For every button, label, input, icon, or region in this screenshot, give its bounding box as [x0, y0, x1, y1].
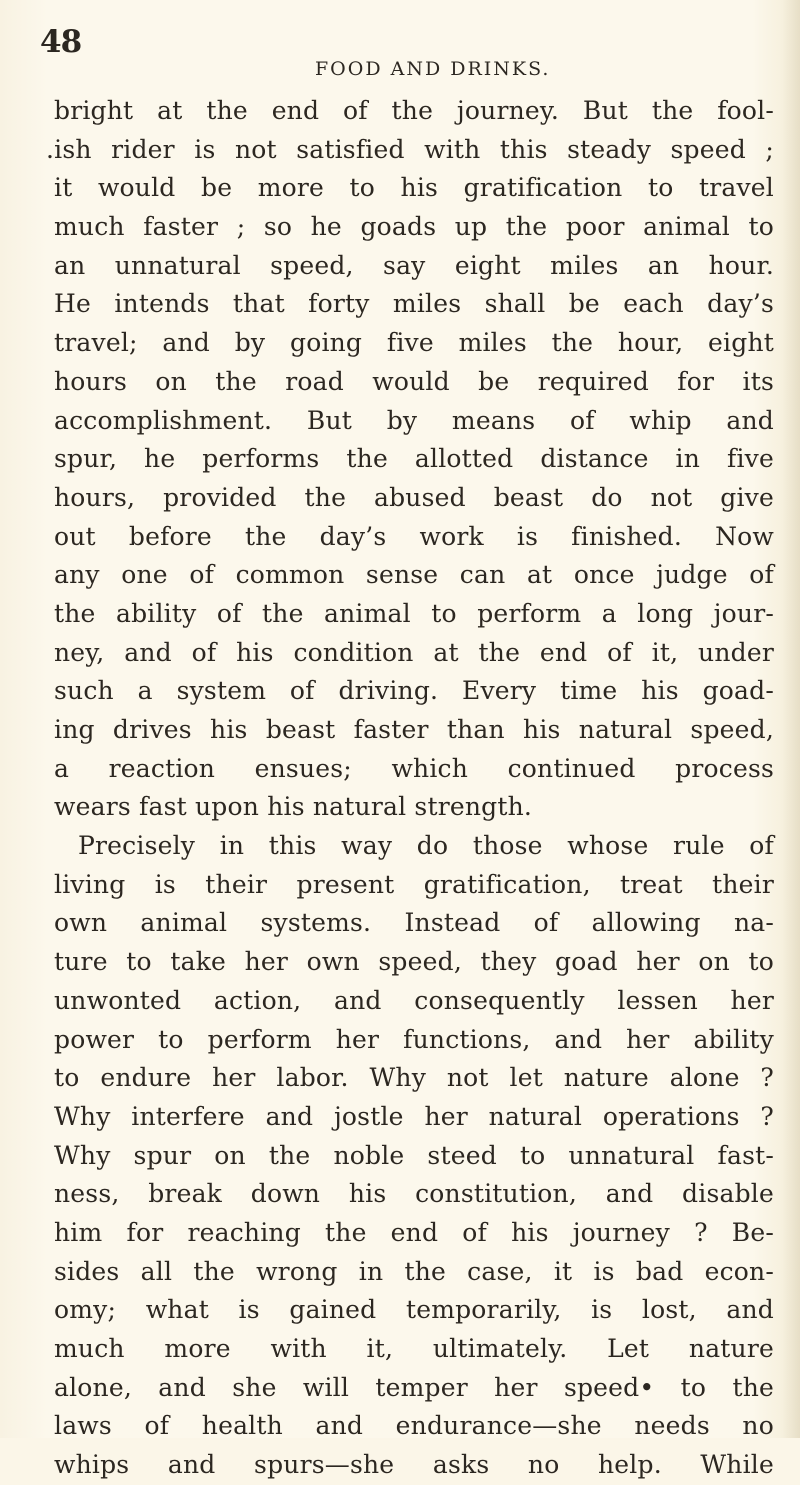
text-line: an unnatural speed, say eight miles an hour.	[54, 250, 774, 280]
text-line: it would be more to his gratification to travel	[54, 173, 774, 203]
body-text	[46, 92, 774, 1485]
text-line: whips and spurs—she asks no help. While	[54, 1450, 774, 1480]
text-line: ing drives his beast faster than his natural speed,	[54, 715, 774, 744]
page-header	[40, 22, 760, 82]
text-line: Precisely in this way do those whose rule of	[78, 831, 774, 861]
text-line: own animal systems. Instead of allowing na-	[54, 908, 774, 938]
text-line: ney, and of his condition at the end of it, under	[54, 637, 774, 667]
text-line: unwonted action, and consequently lessen her	[54, 985, 774, 1015]
text-line: ture to take her own speed, they goad her on to	[54, 947, 774, 977]
text-line: living is their present gratification, treat their	[54, 869, 774, 899]
running-title: FOOD AND DRINKS.	[315, 58, 551, 80]
text-line: a reaction ensues; which continued process	[54, 753, 774, 783]
text-line: alone, and she will temper her speed• to the	[54, 1372, 774, 1402]
text-line: Why spur on the noble steed to unnatural fast-	[54, 1140, 774, 1170]
text-line: omy; what is gained temporarily, is lost, and	[54, 1295, 774, 1325]
text-line: hours, provided the abused beast do not give	[54, 482, 774, 512]
text-line: such a system of driving. Every time his goad-	[54, 676, 774, 706]
text-line: He intends that forty miles shall be each day’s	[54, 289, 774, 319]
text-line: sides all the wrong in the case, it is bad econ-	[54, 1256, 774, 1286]
text-line: hours on the road would be required for its	[54, 366, 774, 396]
text-line: any one of common sense can at once judge of	[54, 560, 774, 590]
text-line: travel; and by going five miles the hour, eight	[54, 328, 774, 358]
text-line: much faster ; so he goads up the poor animal to	[54, 212, 774, 242]
page-edge-shadow	[782, 0, 800, 1438]
text-line: to endure her labor. Why not let nature alone ?	[54, 1063, 774, 1093]
text-line: Why interfere and jostle her natural operations ?	[54, 1101, 774, 1131]
text-line: him for reaching the end of his journey ? Be-	[54, 1217, 774, 1247]
text-line: bright at the end of the journey. But the fool-	[54, 96, 774, 125]
text-line: ness, break down his constitution, and disable	[54, 1179, 774, 1209]
text-line: much more with it, ultimately. Let nature	[54, 1334, 774, 1363]
text-line: accomplishment. But by means of whip and	[54, 405, 774, 435]
text-line: the ability of the animal to perform a long jour-	[54, 598, 774, 628]
text-line: out before the day’s work is finished. Now	[54, 521, 774, 551]
text-line: spur, he performs the allotted distance in five	[54, 444, 774, 474]
text-line: laws of health and endurance—she needs no	[54, 1411, 774, 1441]
text-line: .ish rider is not satisfied with this steady speed ;	[46, 134, 774, 164]
text-line: wears fast upon his natural strength.	[54, 792, 533, 822]
page-number: 48	[40, 24, 82, 60]
text-line: power to perform her functions, and her ability	[54, 1024, 774, 1054]
